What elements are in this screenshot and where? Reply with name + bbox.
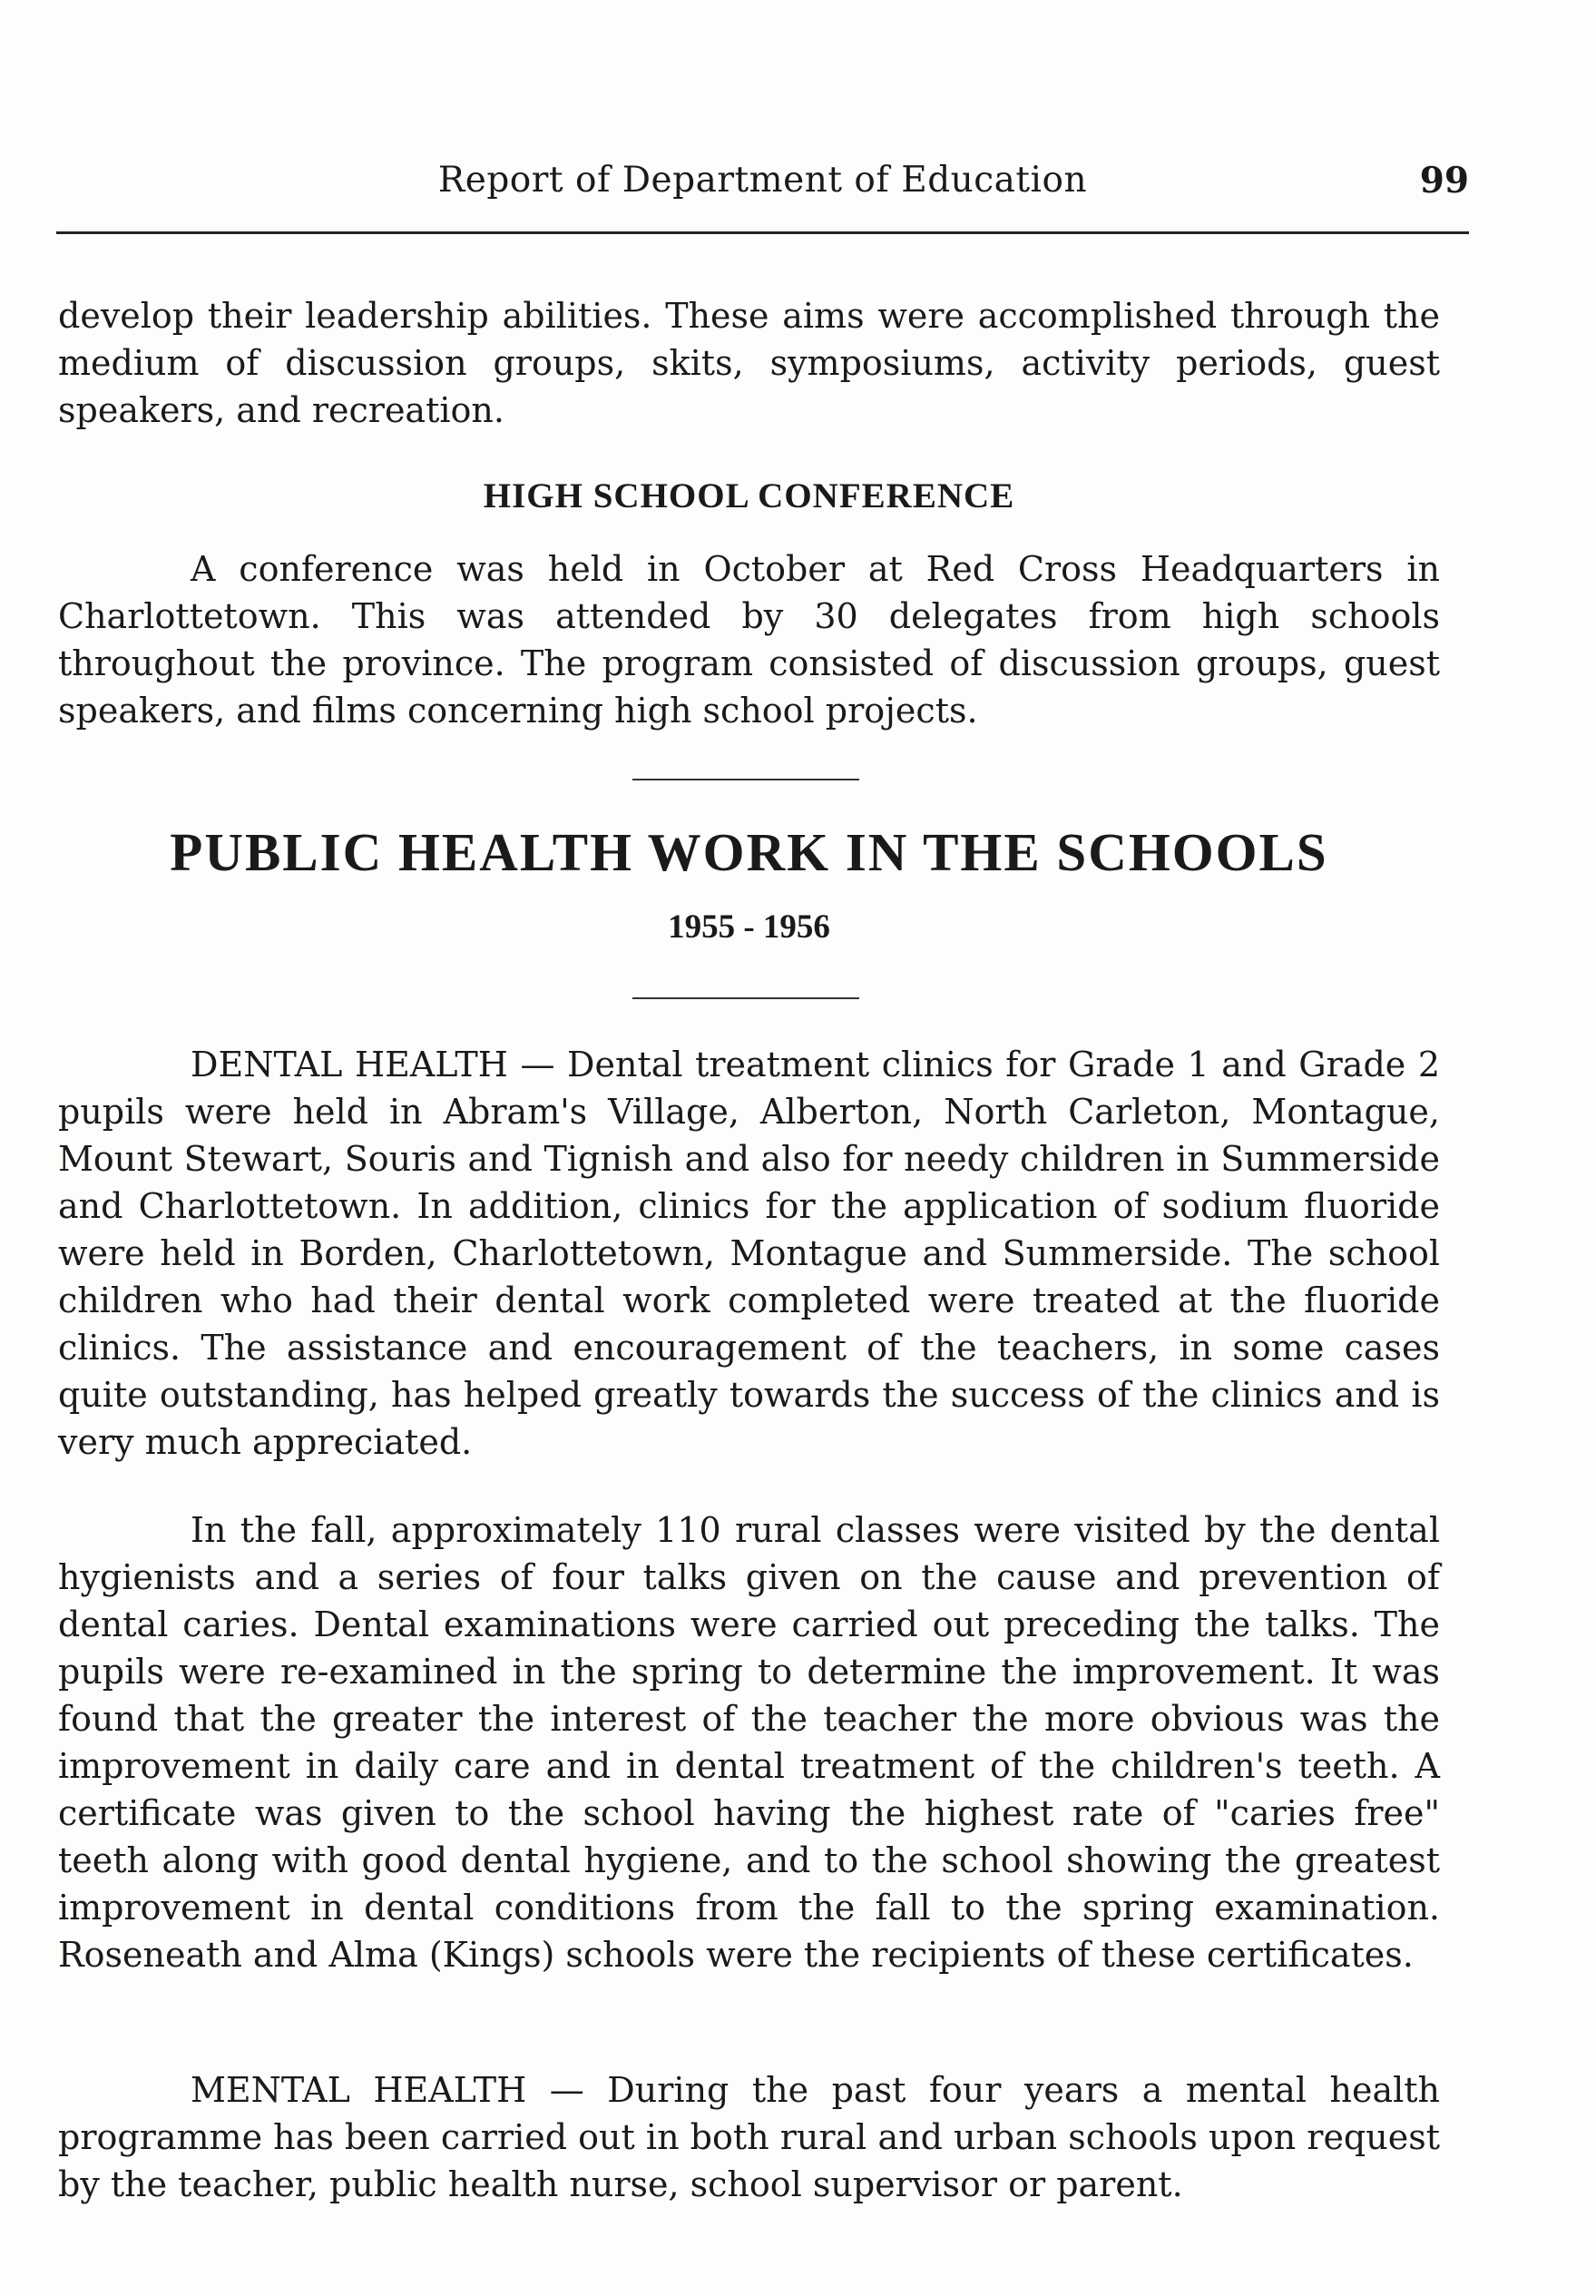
high-school-conference-paragraph: A conference was held in October at Red Cross Headquarters in Charlottetown. This was attended by 30 delegates from high schools throughout the province. The program consisted of discussion groups, guest speakers, and films concerning high school projects. (58, 549, 1440, 731)
mental-health-paragraph: MENTAL HEALTH — During the past four years a mental health programme has been carried out in both rural and urban schools upon request by the teacher, public health nurse, school supervisor or parent. (58, 2070, 1440, 2204)
section-divider-bottom (632, 997, 859, 999)
public-health-years: 1955 - 1956 (668, 908, 830, 946)
high-school-conference-heading: HIGH SCHOOL CONFERENCE (483, 476, 1015, 515)
section-divider-top (632, 779, 859, 780)
running-title: Report of Department of Education (437, 160, 1088, 201)
dental-health-paragraph: DENTAL HEALTH — Dental treatment clinics for Grade 1 and Grade 2 pupils were held in Abram's Village, Alberton, North Carleton, Montague, Mount Stewart, Souris and Tignish and also for needy children in Summerside and Charlottetown. In addition, clinics for the application of sodium fluoride were held in Borden, Charlottetown, Montague and Summerside. The school children who had their dental work completed were treated at the fluoride clinics. The assistance and encouragement of the teachers, in some cases quite outstanding, has helped greatly towards the success of the clinics and is very much appreciated. (58, 1045, 1440, 1462)
intro-paragraph: develop their leadership abilities. These aims were accomplished through the medium of discussion groups, skits, symposiums, activity periods, guest speakers, and recreation. (58, 296, 1440, 430)
page-number: 99 (1419, 160, 1469, 201)
header-rule (56, 231, 1469, 234)
running-header (56, 160, 1469, 214)
public-health-heading: PUBLIC HEALTH WORK IN THE SCHOOLS (170, 822, 1328, 882)
rural-classes-paragraph: In the fall, approximately 110 rural classes were visited by the dental hygienists and a series of four talks given on the cause and prevention of dental caries. Dental examinations were carried out preceding the talks. The pupils were re-examined in the spring to determine the improvement. It was found that the greater the interest of the teacher the more obvious was the improvement in daily care and in dental treatment of the children's teeth. A certificate was given to the school having the highest rate of "caries free" teeth along with good dental hygiene, and to the school showing the greatest improvement in dental conditions from the fall to the spring examination. Roseneath and Alma (Kings) schools were the recipients of these certificates. (58, 1510, 1440, 1975)
